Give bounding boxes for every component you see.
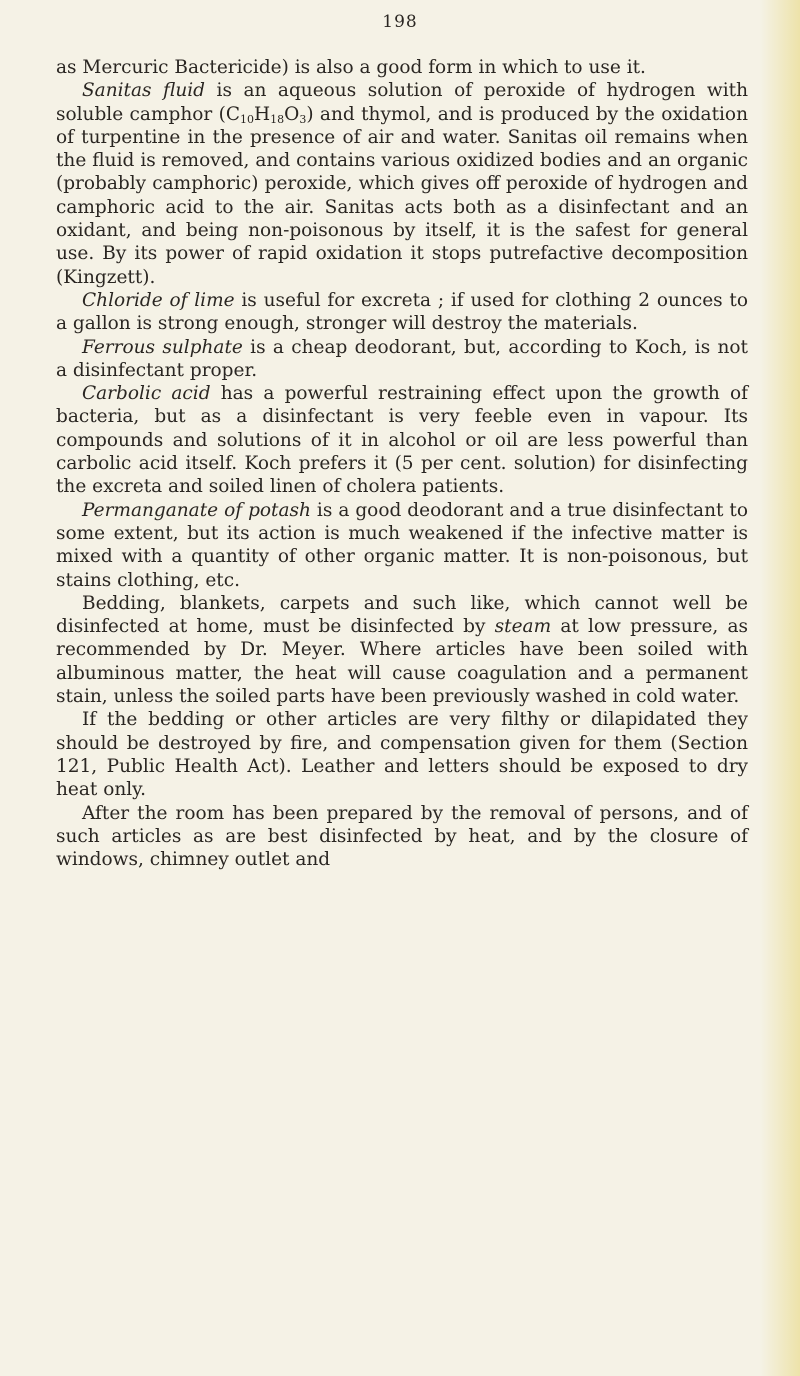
paragraph-carbolic-acid	[56, 382, 748, 498]
paragraph-text: is a good deodorant and a true disinfectant to some extent, but its action is much weakened if the infective matter is mixed with a quantity of other organic matter. It is non-poisonous, but stains clothing, etc.	[56, 499, 748, 591]
formula-subscript: 10	[240, 112, 254, 126]
paragraph-text: is a cheap deodorant, but, according to Koch, is not a disinfectant proper.	[56, 336, 748, 381]
term-carbolic-acid: Carbolic acid	[82, 383, 211, 405]
paragraph-permanganate-of-potash	[56, 499, 748, 592]
paragraph-text: ) and thymol, and is produced by the oxidation of turpentine in the presence of air and water. Sanitas oil remains when the fluid is removed, and contains various oxidized bodies and an organic (probably camphoric) peroxide, which gives off peroxide of hydrogen and camphoric acid to the air. Sanitas acts both as a disinfectant and an oxidant, and being non-poisonous by itself, it is the safest for general use. By its power of rapid oxidation it stops putrefactive decomposition (Kingzett).	[56, 103, 748, 288]
paragraph-text: at low pressure, as recommended by Dr. Meyer. Where articles have been soiled with albuminous matter, the heat will cause coagulation and a permanent stain, unless the soiled parts have been previously washed in cold water.	[56, 616, 748, 708]
formula-element: O	[284, 103, 300, 125]
formula-subscript: 3	[299, 112, 307, 126]
formula-subscript: 18	[270, 112, 285, 126]
paragraph-text: is an aqueous solution of peroxide of hydrogen with soluble camphor (C	[56, 80, 749, 125]
paragraph-filthy-bedding	[56, 708, 748, 801]
paragraph-text: has a powerful restraining effect upon the growth of bacteria, but as a disinfectant is very feeble even in vapour. Its compounds and solutions of it in alcohol or oil are less powerful than carbolic acid itself. Koch prefers it (5 per cent. solution) for disinfecting the excreta and soiled linen of cholera patients.	[56, 383, 749, 498]
paragraph-chloride-of-lime	[56, 289, 748, 336]
paragraph-text: If the bedding or other articles are very filthy or dilapidated they should be destroyed by fire, and compensation given for them (Section 121, Public Health Act). Leather and letters should be exposed to dry heat only.	[56, 709, 748, 801]
paragraph-text: Bedding, blankets, carpets and such like, which cannot well be disinfected at home, must be disinfected by	[56, 592, 748, 638]
paragraph-ferrous-sulphate	[56, 336, 748, 383]
term-chloride-of-lime: Chloride of lime	[82, 289, 235, 311]
page-number: 198	[382, 12, 418, 32]
page-edge-shade	[760, 0, 800, 1376]
paragraph-room-preparation	[56, 802, 748, 872]
term-sanitas-fluid: Sanitas fluid	[82, 80, 206, 102]
paragraph-sanitas-fluid	[56, 79, 748, 289]
paragraph-text: After the room has been prepared by the removal of persons, and of such articles as are best disinfected by heat, and by the closure of windows, chimney outlet and	[56, 802, 748, 871]
paragraph-mercuric-bactericide	[56, 56, 748, 79]
term-ferrous-sulphate: Ferrous sulphate	[82, 336, 243, 358]
term-permanganate-of-potash: Permanganate of potash	[82, 499, 311, 521]
paragraph-text: is useful for excreta ; if used for clothing 2 ounces to a gallon is strong enough, stronger will destroy the materials.	[56, 289, 749, 335]
body-text	[56, 56, 748, 871]
paragraph-text: as Mercuric Bactericide) is also a good form in which to use it.	[56, 57, 646, 78]
term-steam: steam	[494, 616, 552, 638]
paragraph-bedding	[56, 592, 748, 708]
formula-element: H	[254, 103, 271, 125]
